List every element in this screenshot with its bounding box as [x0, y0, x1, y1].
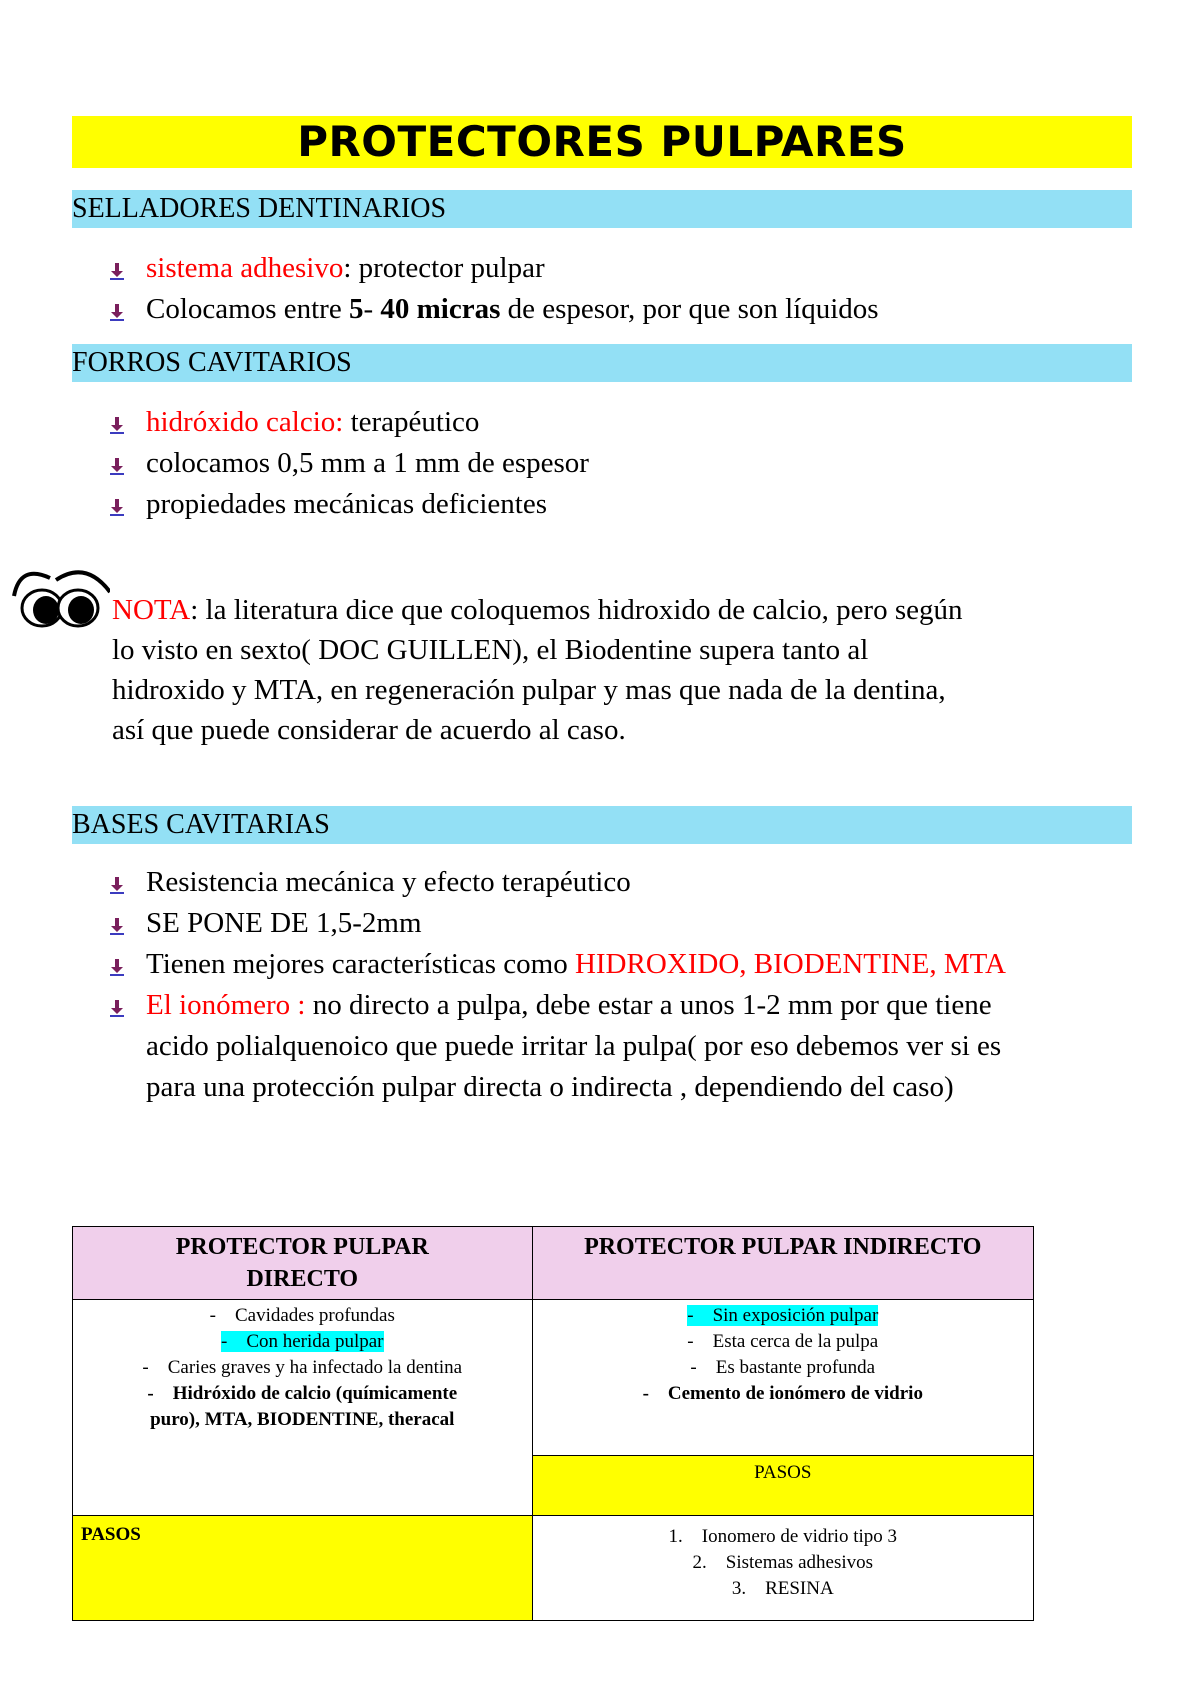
pasos-directo: PASOS — [73, 1516, 533, 1621]
section-heading-bases: BASES CAVITARIAS — [72, 806, 1132, 844]
list-item: - Con herida pulpar — [221, 1331, 384, 1352]
eyes-icon — [10, 566, 110, 630]
list-item: colocamos 0,5 mm a 1 mm de espesor — [108, 443, 589, 484]
arrow-down-bullet-icon — [108, 498, 126, 516]
list-item: propiedades mecánicas deficientes — [108, 484, 589, 525]
arrow-down-bullet-icon — [108, 457, 126, 475]
list-item: hidróxido calcio: terapéutico — [108, 402, 589, 443]
indirecto-items-cell — [532, 1300, 1033, 1456]
steps-indirecto — [532, 1516, 1033, 1621]
arrow-down-bullet-icon — [108, 303, 126, 321]
selladores-list — [108, 248, 879, 330]
list-item: Tienen mejores características como HIDROXIDO, BIODENTINE, MTA — [108, 944, 1006, 985]
arrow-down-bullet-icon — [108, 262, 126, 280]
section-heading-forros: FORROS CAVITARIOS — [72, 344, 1132, 382]
directo-items-cell: - Cavidades profundas - Con herida pulpar - Caries graves y ha infectado la dentina - Hidróxido de calcio (químicamente puro), MTA, BIODENTINE, theracal — [73, 1300, 533, 1516]
list-item: SE PONE DE 1,5-2mm — [108, 903, 1006, 944]
arrow-down-bullet-icon — [108, 917, 126, 935]
list-item: sistema adhesivo: protector pulpar — [108, 248, 879, 289]
arrow-down-bullet-icon — [108, 999, 126, 1017]
nota-paragraph: NOTA: la literatura dice que coloquemos hidroxido de calcio, pero según lo visto en sexto( DOC GUILLEN), el Biodentine supera tanto al hidroxido y MTA, en regeneración pulpar y mas que nada de la dentina, así que puede considerar de acuerdo al caso. — [112, 594, 963, 746]
list-item: El ionómero : no directo a pulpa, debe estar a unos 1-2 mm por que tiene acido polialquenoico que puede irritar la pulpa( por eso debemos ver si es para una protección pulpar directa o indirecta , dependiendo del caso) — [108, 985, 1006, 1108]
protector-table — [72, 1226, 1034, 1621]
list-item: - Caries graves y ha infectado la dentina — [142, 1357, 463, 1378]
arrow-down-bullet-icon — [108, 876, 126, 894]
list-item: Resistencia mecánica y efecto terapéutico — [108, 862, 1006, 903]
page-title: PROTECTORES PULPARES — [72, 116, 1132, 168]
list-item: 3. RESINA — [731, 1578, 834, 1599]
arrow-down-bullet-icon — [108, 416, 126, 434]
list-item: - Cavidades profundas — [209, 1305, 395, 1326]
list-item: - Es bastante profunda — [690, 1357, 876, 1378]
nota-label: NOTA — [112, 594, 191, 626]
pasos-indirecto: PASOS — [532, 1456, 1033, 1516]
table-header-indirecto: PROTECTOR PULPAR INDIRECTO — [532, 1227, 1033, 1300]
list-item: - Cemento de ionómero de vidrio — [642, 1383, 923, 1404]
list-item: 2. Sistemas adhesivos — [692, 1552, 874, 1573]
list-item: - Sin exposición pulpar — [687, 1305, 879, 1326]
forros-list — [108, 402, 589, 525]
arrow-down-bullet-icon — [108, 958, 126, 976]
list-item: Colocamos entre 5- 40 micras de espesor, por que son líquidos — [108, 289, 879, 330]
list-item: - Esta cerca de la pulpa — [687, 1331, 879, 1352]
bases-list — [108, 862, 1006, 1108]
list-item: - Hidróxido de calcio (químicamente — [147, 1383, 458, 1404]
table-header-directo: PROTECTOR PULPAR DIRECTO — [73, 1227, 533, 1300]
section-heading-selladores: SELLADORES DENTINARIOS — [72, 190, 1132, 228]
list-item: 1. Ionomero de vidrio tipo 3 — [668, 1526, 898, 1547]
